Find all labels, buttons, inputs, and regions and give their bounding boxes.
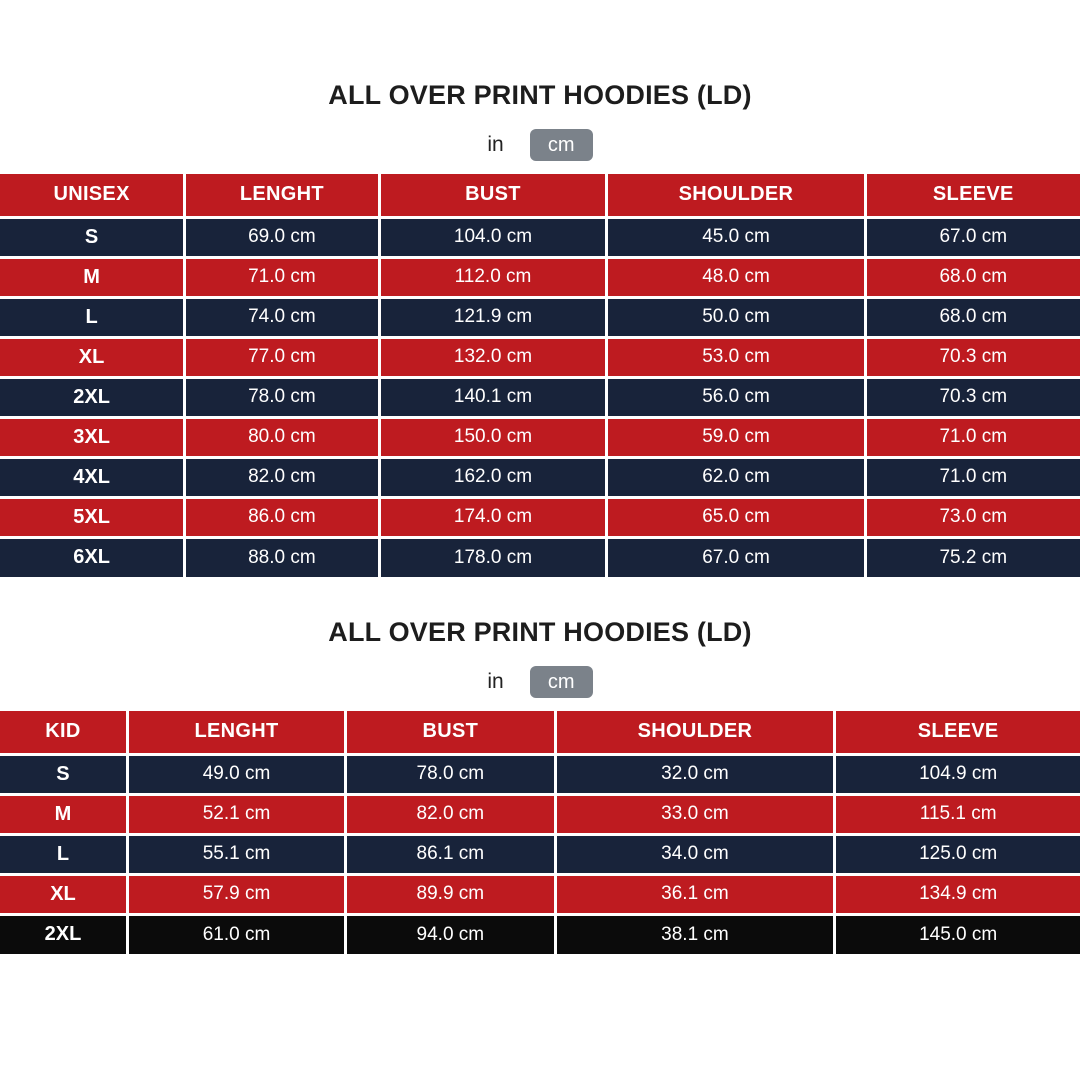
measurement-cell: 73.0 cm bbox=[865, 497, 1080, 537]
measurement-cell: 88.0 cm bbox=[185, 537, 379, 577]
header-row bbox=[0, 711, 1080, 754]
table-row bbox=[0, 834, 1080, 874]
measurement-cell: 134.9 cm bbox=[835, 874, 1080, 914]
measurement-cell: 57.9 cm bbox=[127, 874, 345, 914]
measurement-cell: 48.0 cm bbox=[607, 257, 865, 297]
kid-size-chart-section bbox=[0, 577, 1080, 954]
measurement-cell: 69.0 cm bbox=[185, 217, 379, 257]
measurement-cell: 52.1 cm bbox=[127, 794, 345, 834]
kid-size-table bbox=[0, 711, 1080, 954]
measurement-cell: 78.0 cm bbox=[185, 377, 379, 417]
size-label-cell: 5XL bbox=[0, 497, 185, 537]
size-label-cell: L bbox=[0, 834, 127, 874]
table-row bbox=[0, 754, 1080, 794]
measurement-cell: 94.0 cm bbox=[346, 914, 556, 954]
measurement-cell: 71.0 cm bbox=[185, 257, 379, 297]
measurement-cell: 33.0 cm bbox=[555, 794, 835, 834]
measurement-cell: 89.9 cm bbox=[346, 874, 556, 914]
measurement-cell: 67.0 cm bbox=[865, 217, 1080, 257]
measurement-cell: 55.1 cm bbox=[127, 834, 345, 874]
measurement-cell: 71.0 cm bbox=[865, 417, 1080, 457]
table-row bbox=[0, 537, 1080, 577]
measurement-cell: 75.2 cm bbox=[865, 537, 1080, 577]
column-header: SHOULDER bbox=[607, 174, 865, 217]
measurement-cell: 132.0 cm bbox=[379, 337, 607, 377]
measurement-cell: 80.0 cm bbox=[185, 417, 379, 457]
table-row bbox=[0, 874, 1080, 914]
column-header: LENGHT bbox=[127, 711, 345, 754]
unit-toggle bbox=[0, 129, 1080, 161]
measurement-cell: 68.0 cm bbox=[865, 297, 1080, 337]
measurement-cell: 125.0 cm bbox=[835, 834, 1080, 874]
unit-toggle bbox=[0, 666, 1080, 698]
table-row bbox=[0, 377, 1080, 417]
measurement-cell: 70.3 cm bbox=[865, 337, 1080, 377]
measurement-cell: 68.0 cm bbox=[865, 257, 1080, 297]
measurement-cell: 78.0 cm bbox=[346, 754, 556, 794]
measurement-cell: 178.0 cm bbox=[379, 537, 607, 577]
table-row bbox=[0, 257, 1080, 297]
measurement-cell: 82.0 cm bbox=[185, 457, 379, 497]
measurement-cell: 162.0 cm bbox=[379, 457, 607, 497]
measurement-cell: 112.0 cm bbox=[379, 257, 607, 297]
measurement-cell: 115.1 cm bbox=[835, 794, 1080, 834]
table-row bbox=[0, 497, 1080, 537]
measurement-cell: 70.3 cm bbox=[865, 377, 1080, 417]
measurement-cell: 61.0 cm bbox=[127, 914, 345, 954]
size-label-cell: 2XL bbox=[0, 914, 127, 954]
measurement-cell: 71.0 cm bbox=[865, 457, 1080, 497]
measurement-cell: 77.0 cm bbox=[185, 337, 379, 377]
measurement-cell: 50.0 cm bbox=[607, 297, 865, 337]
size-label-cell: 2XL bbox=[0, 377, 185, 417]
measurement-cell: 74.0 cm bbox=[185, 297, 379, 337]
column-header: UNISEX bbox=[0, 174, 185, 217]
measurement-cell: 140.1 cm bbox=[379, 377, 607, 417]
table-row bbox=[0, 217, 1080, 257]
size-label-cell: 4XL bbox=[0, 457, 185, 497]
measurement-cell: 38.1 cm bbox=[555, 914, 835, 954]
size-label-cell: XL bbox=[0, 337, 185, 377]
measurement-cell: 174.0 cm bbox=[379, 497, 607, 537]
column-header: BUST bbox=[346, 711, 556, 754]
column-header: KID bbox=[0, 711, 127, 754]
measurement-cell: 86.1 cm bbox=[346, 834, 556, 874]
section-title: ALL OVER PRINT HOODIES (LD) bbox=[328, 80, 752, 110]
measurement-cell: 82.0 cm bbox=[346, 794, 556, 834]
unit-option-in[interactable]: in bbox=[487, 670, 504, 694]
table-row bbox=[0, 914, 1080, 954]
measurement-cell: 65.0 cm bbox=[607, 497, 865, 537]
measurement-cell: 34.0 cm bbox=[555, 834, 835, 874]
measurement-cell: 145.0 cm bbox=[835, 914, 1080, 954]
table-row bbox=[0, 794, 1080, 834]
measurement-cell: 49.0 cm bbox=[127, 754, 345, 794]
header-row bbox=[0, 174, 1080, 217]
size-label-cell: 3XL bbox=[0, 417, 185, 457]
measurement-cell: 150.0 cm bbox=[379, 417, 607, 457]
measurement-cell: 62.0 cm bbox=[607, 457, 865, 497]
section-title: ALL OVER PRINT HOODIES (LD) bbox=[328, 617, 752, 648]
column-header: SLEEVE bbox=[835, 711, 1080, 754]
column-header: SLEEVE bbox=[865, 174, 1080, 217]
measurement-cell: 104.9 cm bbox=[835, 754, 1080, 794]
unisex-size-table bbox=[0, 174, 1080, 577]
measurement-cell: 86.0 cm bbox=[185, 497, 379, 537]
size-label-cell: L bbox=[0, 297, 185, 337]
size-label-cell: XL bbox=[0, 874, 127, 914]
column-header: SHOULDER bbox=[555, 711, 835, 754]
column-header: BUST bbox=[379, 174, 607, 217]
table-row bbox=[0, 337, 1080, 377]
size-label-cell: S bbox=[0, 754, 127, 794]
unit-option-in[interactable]: in bbox=[487, 133, 504, 157]
unit-option-cm-selected[interactable]: cm bbox=[530, 666, 593, 698]
measurement-cell: 104.0 cm bbox=[379, 217, 607, 257]
measurement-cell: 59.0 cm bbox=[607, 417, 865, 457]
size-label-cell: M bbox=[0, 794, 127, 834]
table-row bbox=[0, 417, 1080, 457]
column-header: LENGHT bbox=[185, 174, 379, 217]
table-row bbox=[0, 297, 1080, 337]
measurement-cell: 56.0 cm bbox=[607, 377, 865, 417]
size-label-cell: S bbox=[0, 217, 185, 257]
size-label-cell: 6XL bbox=[0, 537, 185, 577]
measurement-cell: 67.0 cm bbox=[607, 537, 865, 577]
measurement-cell: 121.9 cm bbox=[379, 297, 607, 337]
table-row bbox=[0, 457, 1080, 497]
unit-option-cm-selected[interactable]: cm bbox=[530, 129, 593, 161]
size-label-cell: M bbox=[0, 257, 185, 297]
measurement-cell: 45.0 cm bbox=[607, 217, 865, 257]
measurement-cell: 53.0 cm bbox=[607, 337, 865, 377]
measurement-cell: 32.0 cm bbox=[555, 754, 835, 794]
measurement-cell: 36.1 cm bbox=[555, 874, 835, 914]
